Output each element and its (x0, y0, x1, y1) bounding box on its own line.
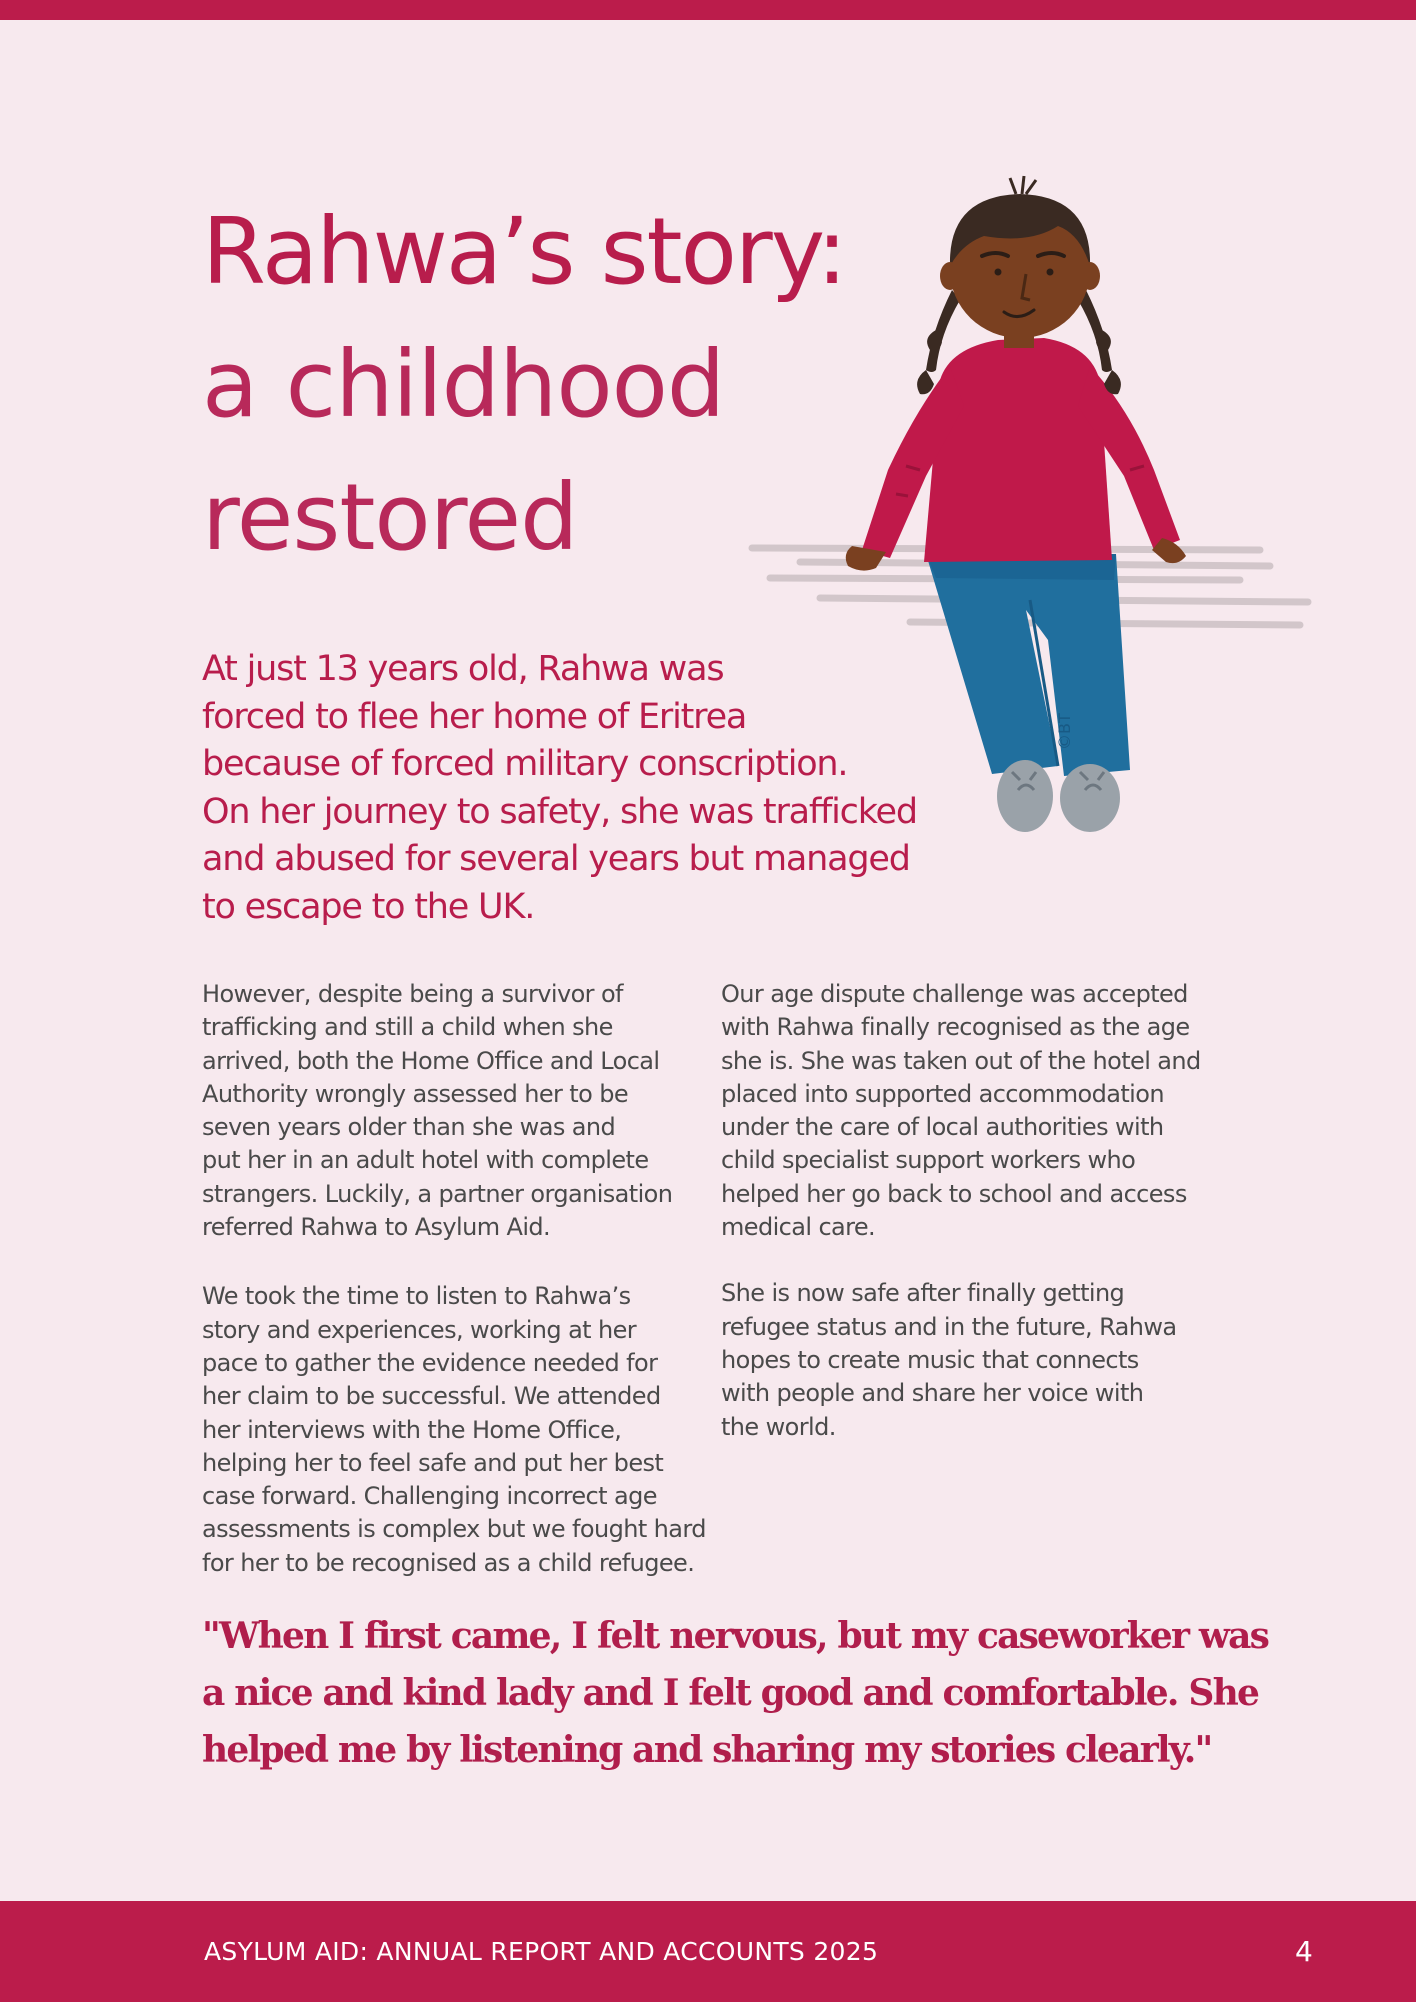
body-line: her claim to be successful. We attended (202, 1382, 661, 1411)
body-line: child specialist support workers who (721, 1146, 1136, 1175)
body-paragraph (721, 1277, 1221, 1443)
body-line: she is. She was taken out of the hotel and (721, 1046, 1201, 1075)
body-line: trafficking and still a child when she (202, 1013, 613, 1042)
body-line: refugee status and in the future, Rahwa (721, 1312, 1177, 1341)
title-line-2: a childhood (202, 331, 725, 438)
body-line: referred Rahwa to Asylum Aid. (202, 1213, 551, 1242)
footer-title: ASYLUM AID: ANNUAL REPORT AND ACCOUNTS 2025 (204, 1937, 879, 1966)
page-number: 4 (1295, 1935, 1313, 1968)
body-line: strangers. Luckily, a partner organisation (202, 1179, 673, 1208)
body-line: medical care. (721, 1213, 876, 1242)
intro-paragraph (202, 646, 1062, 931)
body-line: put her in an adult hotel with complete (202, 1146, 649, 1175)
body-line: her interviews with the Home Office, (202, 1415, 622, 1444)
body-line: helped her go back to school and access (721, 1179, 1187, 1208)
top-accent-bar (0, 0, 1416, 20)
quote-line: a nice and kind lady and I felt good and comfortable. She (202, 1672, 1259, 1714)
intro-line: At just 13 years old, Rahwa was (202, 649, 724, 689)
body-line: hopes to create music that connects (721, 1345, 1139, 1374)
body-line: Our age dispute challenge was accepted (721, 980, 1188, 1008)
body-line: arrived, both the Home Office and Local (202, 1046, 660, 1075)
body-line: placed into supported accommodation (721, 1079, 1164, 1108)
intro-line: On her journey to safety, she was trafficked (202, 791, 917, 832)
body-line: helping her to feel safe and put her best (202, 1448, 664, 1477)
body-line: story and experiences, working at her (202, 1315, 637, 1344)
body-line: for her to be recognised as a child refugee. (202, 1548, 695, 1577)
footer-bar (0, 1901, 1416, 2002)
body-line: under the care of local authorities with (721, 1113, 1164, 1142)
body-paragraph (202, 1280, 706, 1580)
body-line: seven years older than she was and (202, 1113, 616, 1142)
body-column-right (721, 978, 1221, 1444)
illustration-signature: ©BT (1055, 713, 1074, 750)
body-line: pace to gather the evidence needed for (202, 1348, 658, 1377)
intro-line: to escape to the UK. (202, 886, 535, 927)
title-line-3: restored (202, 464, 578, 571)
body-line: the world. (721, 1412, 836, 1441)
body-line: with Rahwa finally recognised as the age (721, 1013, 1190, 1042)
intro-line: forced to flee her home of Eritrea (202, 696, 747, 737)
body-line: assessments is complex but we fought hard (202, 1515, 706, 1544)
pull-quote (202, 1608, 1269, 1779)
body-column-left (202, 978, 706, 1580)
body-paragraph (202, 978, 702, 1244)
intro-line: because of forced military conscription. (202, 744, 848, 784)
body-line: We took the time to listen to Rahwa’s (202, 1282, 631, 1311)
body-line: with people and share her voice with (721, 1379, 1144, 1408)
body-paragraph (721, 978, 1221, 1244)
body-line: case forward. Challenging incorrect age (202, 1482, 657, 1511)
body-line: Authority wrongly assessed her to be (202, 1079, 629, 1108)
quote-line: "When I first came, I felt nervous, but my caseworker was (202, 1615, 1269, 1657)
body-line: She is now safe after finally getting (721, 1279, 1125, 1308)
body-line: However, despite being a survivor of (202, 980, 623, 1008)
intro-line: and abused for several years but managed (202, 839, 910, 879)
title-line-1: Rahwa’s story: (202, 198, 846, 305)
quote-line: helped me by listening and sharing my stories clearly." (202, 1729, 1212, 1771)
